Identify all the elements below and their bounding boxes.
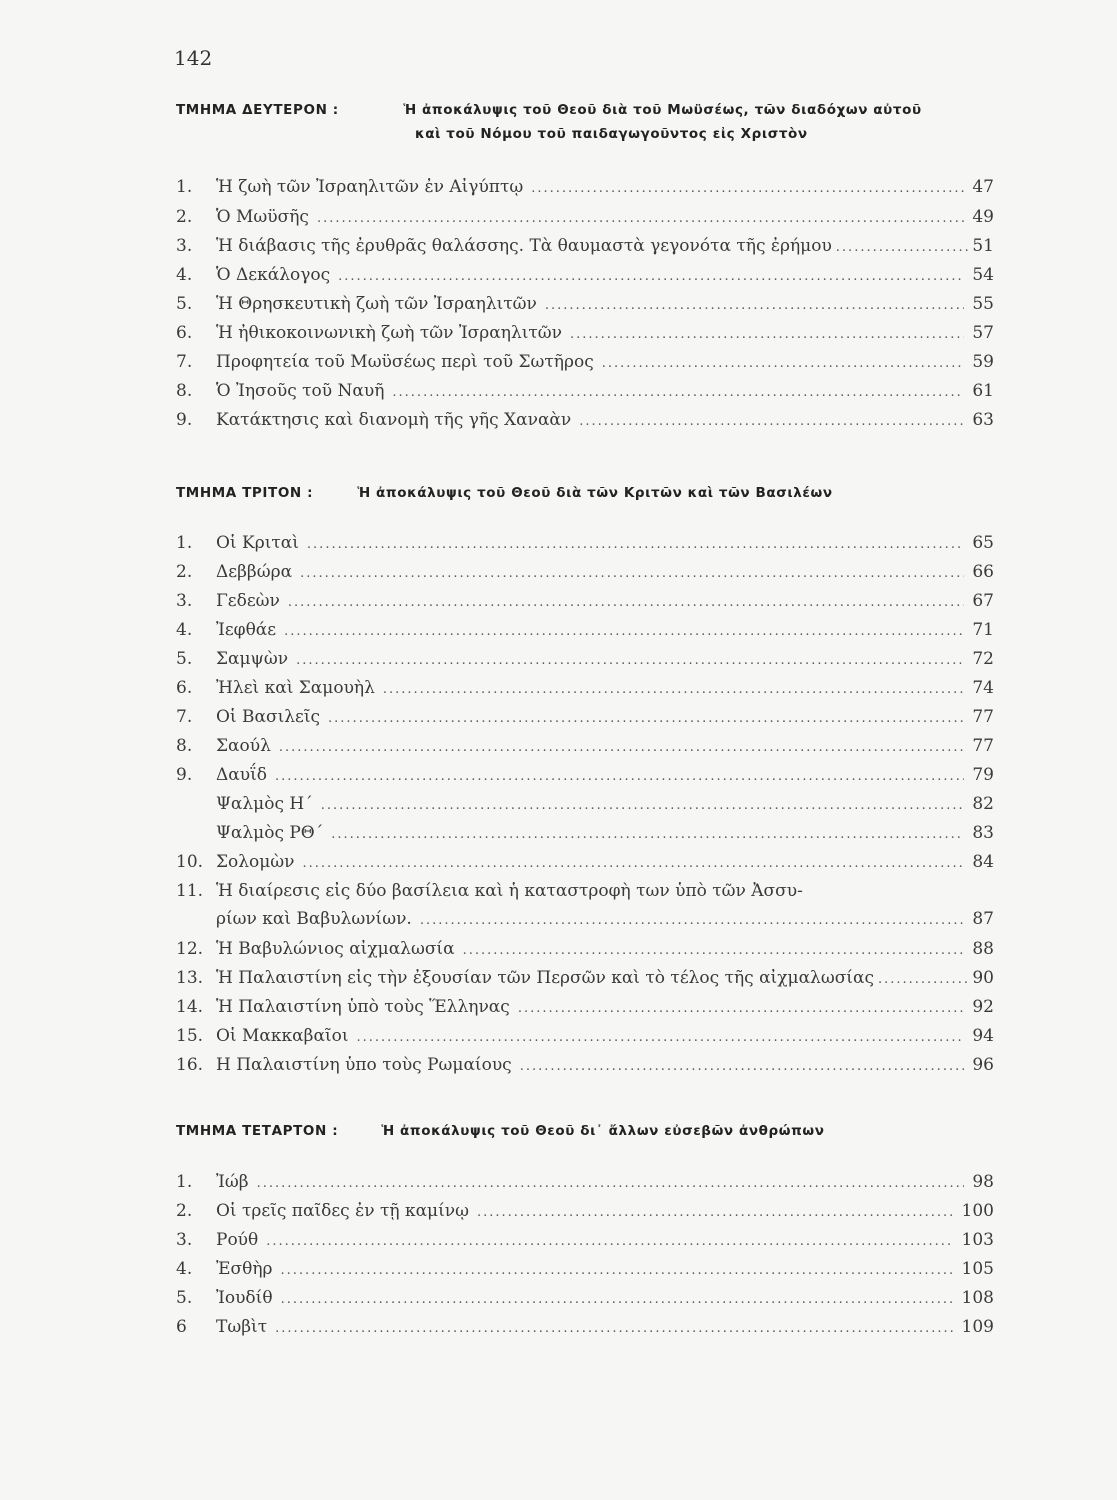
dot-leader [307,537,964,552]
dot-leader [477,1205,954,1220]
entry-page: 83 [972,823,994,843]
entry-title: Ἡ διάβασις τῆς ἐρυθρᾶς θαλάσσης. Τὰ θαυμαστὰ γεγονότα τῆς ἐρήμου [216,236,832,256]
toc-entry [176,533,994,561]
entry-number: 10. [176,852,204,872]
entry-page: 72 [972,649,994,669]
entry-title: Σαούλ [216,736,271,756]
toc-entry [176,1172,994,1200]
toc-entry [176,678,994,706]
entry-title: Δαυΐδ [216,765,267,785]
entry-number: 11. [176,881,204,901]
entry-title: Ὁ Ἰησοῦς τοῦ Ναυῆ [216,381,385,401]
entry-page: 98 [972,1172,994,1192]
entry-title: Σολομὼν [216,852,295,872]
toc-entry [176,177,994,205]
toc-entry [176,620,994,648]
dot-leader [328,711,964,726]
toc-entry [176,1201,994,1229]
entry-title: Σαμψὼν [216,649,289,669]
entry-title: Ἡ Παλαιστίνη ὑπὸ τοὺς Ἕλληνας [216,997,510,1017]
entry-number: 3. [176,591,193,611]
entry-title: Οἱ Βασιλεῖς [216,707,321,727]
dot-leader [266,1234,953,1249]
entry-number: 1. [176,1172,193,1192]
entry-page: 66 [972,562,994,582]
entry-page: 84 [972,852,994,872]
entry-title: Ἐσθὴρ [216,1259,273,1279]
entry-number: 5. [176,1288,193,1308]
dot-leader [545,298,964,313]
section-label: ΤΜΗΜΑ ΤΕΤΑΡΤΟΝ : [176,1123,339,1139]
entry-number: 9. [176,410,193,430]
entry-page: 47 [972,177,994,197]
entry-page: 88 [972,939,994,959]
entry-number: 9. [176,765,193,785]
toc-entry [176,1259,994,1287]
dot-leader [331,827,964,842]
entry-number: 7. [176,707,193,727]
entry-page: 94 [972,1026,994,1046]
entry-page: 61 [972,381,994,401]
entry-title: Οἱ Μακκαβαῖοι [216,1026,349,1046]
entry-page: 63 [972,410,994,430]
entry-page: 100 [961,1201,994,1221]
entry-page: 105 [961,1259,994,1279]
toc-entry [176,968,994,996]
entry-page: 90 [972,968,994,988]
toc-entry [176,294,994,322]
dot-leader [420,913,964,928]
section-heading [176,485,1006,501]
entry-title: Γεδεὼν [216,591,280,611]
entry-page: 71 [972,620,994,640]
entry-title: Ρούθ [216,1230,259,1250]
entry-page: 79 [972,765,994,785]
entry-page: 54 [972,265,994,285]
toc-entry [176,1288,994,1316]
entry-page: 67 [972,591,994,611]
dot-leader [257,1176,964,1191]
entry-number: 4. [176,620,193,640]
entry-number: 3. [176,1230,193,1250]
dot-leader [520,1059,964,1074]
dot-leader [579,414,964,429]
entry-title: Ψαλμὸς Η΄ [216,794,313,814]
entry-page: 59 [972,352,994,372]
dot-leader [357,1030,965,1045]
toc-entry [176,410,994,438]
dot-leader [288,595,964,610]
dot-leader [296,653,964,668]
entry-page: 65 [972,533,994,553]
entry-title: Ἡ Βαβυλώνιος αἰχμαλωσία [216,939,455,959]
dot-leader [392,385,964,400]
entry-title: Δεββώρα [216,562,293,582]
entry-number: 13. [176,968,204,988]
toc-entry [176,852,994,880]
entry-number: 1. [176,177,193,197]
entry-number: 2. [176,207,193,227]
entry-title: Ἰουδίθ [216,1288,273,1308]
entry-page: 51 [972,236,994,256]
entry-number: 12. [176,939,204,959]
section-title: Ἡ ἀποκάλυψις τοῦ Θεοῦ διὰ τῶν Κριτῶν καὶ τῶν Βασιλέων [357,485,833,501]
entry-title: Οἱ Κριταὶ [216,533,299,553]
dot-leader [317,211,964,226]
entry-title: Η Παλαιστίνη ὑπο τοὺς Ρωμαίους [216,1055,512,1075]
page-number: 142 [174,46,213,70]
section-label: ΤΜΗΜΑ ΤΡΙΤΟΝ : [176,485,314,501]
dot-leader [300,566,964,581]
entry-number: 5. [176,649,193,669]
toc-entry [176,207,994,235]
section-heading [176,102,1006,142]
dot-leader [836,240,968,255]
entry-number: 5. [176,294,193,314]
toc-entry [176,765,994,793]
entry-number: 8. [176,736,193,756]
entry-page: 55 [972,294,994,314]
entry-title: Ἰώβ [216,1172,249,1192]
entry-title: Ἰεφθάε [216,620,277,640]
entry-title: Τωβὶτ [216,1317,268,1337]
toc-entry [176,236,994,264]
entry-title: Ψαλμὸς ΡΘ΄ [216,823,324,843]
entry-number: 16. [176,1055,204,1075]
toc-entry [176,939,994,967]
section-title-continuation: καὶ τοῦ Νόμου τοῦ παιδαγωγοῦντος εἰς Χριστὸν [415,126,808,142]
dot-leader [303,856,964,871]
dot-leader [338,269,964,284]
entry-page: 92 [972,997,994,1017]
entry-page: 57 [972,323,994,343]
toc-entry [176,997,994,1025]
toc-entry [176,323,994,351]
entry-title: Ἡ διαίρεσις εἰς δύο βασίλεια καὶ ἡ καταστροφὴ των ὑπὸ τῶν Ἀσσυ- [216,881,803,901]
dot-leader [275,769,964,784]
toc-entry [176,562,994,590]
dot-leader [383,682,964,697]
section-label: ΤΜΗΜΑ ΔΕΥΤΕΡΟΝ : [176,102,339,118]
entry-number: 1. [176,533,193,553]
entry-page: 103 [961,1230,994,1250]
toc-entry [176,707,994,735]
entry-title: Ἡ Θρησκευτικὴ ζωὴ τῶν Ἰσραηλιτῶν [216,294,537,314]
dot-leader [275,1321,953,1336]
section-title: Ἡ ἀποκάλυψις τοῦ Θεοῦ δι᾽ ἄλλων εὐσεβῶν ἀνθρώπων [381,1123,825,1139]
dot-leader [279,740,964,755]
entry-number: 7. [176,352,193,372]
dot-leader [602,356,964,371]
entry-page: 49 [972,207,994,227]
entry-page: 96 [972,1055,994,1075]
entry-number: 8. [176,381,193,401]
toc-entry [176,881,994,937]
entry-page: 74 [972,678,994,698]
entry-title: Ἡ Παλαιστίνη εἰς τὴν ἐξουσίαν τῶν Περσῶν καὶ τὸ τέλος τῆς αἰχμαλωσίας [216,968,874,988]
entry-title-continuation: ρίων καὶ Βαβυλωνίων. [216,909,412,929]
section-title: Ἡ ἀποκάλυψις τοῦ Θεοῦ διὰ τοῦ Μωϋσέως, τῶν διαδόχων αὐτοῦ [403,102,922,118]
toc-entry [176,1055,994,1083]
toc-subentry [176,794,994,822]
dot-leader [878,972,968,987]
entry-page: 82 [972,794,994,814]
toc-subentry [176,823,994,851]
toc-entry [176,1317,994,1345]
toc-entry [176,736,994,764]
toc-entry [176,649,994,677]
entry-page: 108 [961,1288,994,1308]
dot-leader [463,943,964,958]
toc-entry [176,381,994,409]
entry-page: 77 [972,707,994,727]
dot-leader [281,1292,954,1307]
entry-page: 77 [972,736,994,756]
entry-number: 6. [176,323,193,343]
entry-title: Κατάκτησις καὶ διανομὴ τῆς γῆς Χαναὰν [216,410,572,430]
section-heading [176,1123,1006,1139]
entry-number: 2. [176,562,193,582]
entry-number: 4. [176,265,193,285]
entry-title: Προφητεία τοῦ Μωϋσέως περὶ τοῦ Σωτῆρος [216,352,594,372]
entry-number: 14. [176,997,204,1017]
dot-leader [321,798,964,813]
entry-page: 87 [972,909,994,929]
entry-number: 6 [176,1317,187,1337]
entry-title: Ἠλεὶ καὶ Σαμουὴλ [216,678,375,698]
dot-leader [531,181,964,196]
toc-entry [176,591,994,619]
entry-number: 15. [176,1026,204,1046]
toc-entry [176,1026,994,1054]
entry-title: Ἡ ζωὴ τῶν Ἰσραηλιτῶν ἐν Αἰγύπτῳ [216,177,524,197]
dot-leader [281,1263,954,1278]
entry-title: Ὁ Μωϋσῆς [216,207,309,227]
dot-leader [284,624,964,639]
toc-entry [176,1230,994,1258]
entry-title: Ὁ Δεκάλογος [216,265,331,285]
dot-leader [570,327,964,342]
toc-entry [176,352,994,380]
entry-page: 109 [961,1317,994,1337]
entry-title: Ἡ ἠθικοκοινωνικὴ ζωὴ τῶν Ἰσραηλιτῶν [216,323,562,343]
entry-number: 6. [176,678,193,698]
entry-title: Οἱ τρεῖς παῖδες ἐν τῇ καμίνῳ [216,1201,469,1221]
entry-number: 3. [176,236,193,256]
entry-number: 4. [176,1259,193,1279]
toc-entry [176,265,994,293]
dot-leader [518,1001,964,1016]
entry-number: 2. [176,1201,193,1221]
